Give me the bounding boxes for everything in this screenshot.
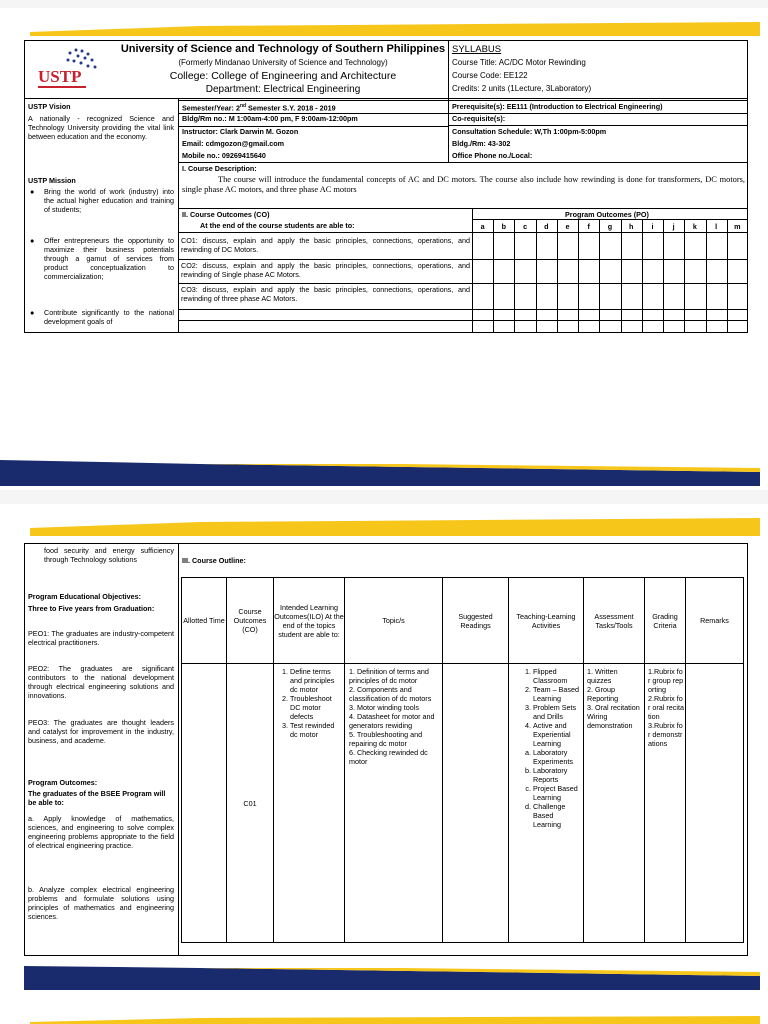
- assessment-item: 3. Oral recitation: [587, 703, 640, 712]
- tla-item: d. Challenge Based Learning: [533, 802, 581, 829]
- logo-text: USTP: [38, 67, 82, 86]
- course-outline-heading: III. Course Outline:: [182, 556, 246, 565]
- col-assessment: Assessment Tasks/Tools: [584, 578, 645, 664]
- grading-item: 1.Rubrix for group reporting: [648, 667, 684, 694]
- tla-item: c. Project Based Learning: [533, 784, 581, 802]
- credits: Credits: 2 units (1Lecture, 3Laboratory): [452, 84, 592, 93]
- assessment-item: 2. Group Reporting: [587, 685, 619, 703]
- po-letter-l: l: [715, 222, 718, 231]
- page1-bottom-decoration: [0, 458, 768, 488]
- course-code: Course Code: EE122: [452, 71, 528, 80]
- mission-item-2: [44, 236, 174, 281]
- po-subtitle: The graduates of the BSEE Program will be able to:: [28, 789, 166, 807]
- tla-item: a. Laboratory Experiments: [533, 748, 581, 766]
- col-readings: Suggested Readings: [443, 578, 509, 664]
- cell-co: C01: [227, 664, 274, 943]
- po-letter-f: f: [587, 222, 590, 231]
- course-description-heading: I. Course Description:: [182, 164, 257, 173]
- col-course-outcomes: Course Outcomes (CO): [227, 578, 274, 664]
- topic-item: 2. Components and classification of dc motors: [349, 685, 432, 703]
- po-b: b. Analyze complex electrical engineering problems and formulate solutions using principles of mathematics and engineering sciences.: [28, 885, 174, 921]
- mission-title: USTP Mission: [28, 176, 76, 185]
- bldg-rm-schedule: Bldg/Rm no.: M 1:00am-4:00 pm, F 9:00am-12:00pm: [182, 114, 358, 123]
- peo2: PEO2: The graduates are significant contributors to the national development through electrical engineering solutions and innovations.: [28, 664, 174, 700]
- tla-item: b. Laboratory Reports: [533, 766, 581, 784]
- bullet-3: ●: [30, 308, 35, 317]
- mission-continued: food security and energy sufficiency through Technology solutions: [44, 546, 174, 564]
- cell-time: [182, 664, 227, 943]
- topic-item: 3. Motor winding tools: [349, 703, 419, 712]
- instructor-mobile: Mobile no.: 09269415640: [182, 151, 266, 160]
- topic-item: 5. Troubleshooting and repairing dc motor: [349, 730, 423, 748]
- co1-text: CO1: discuss, explain and apply the basic principles, connections, operations, and rewinding of DC Motors.: [181, 236, 470, 254]
- department-name: Department: Electrical Engineering: [205, 84, 361, 95]
- vision-text: A nationally - recognized Science and Technology University providing the vital link between education and the economy.: [28, 114, 174, 141]
- course-outcomes-subheading: At the end of the course students are able to:: [200, 221, 355, 230]
- col-allotted-time: Allotted Time: [182, 578, 227, 664]
- mission-item-1: [44, 187, 174, 214]
- cell-ilo: [274, 664, 345, 943]
- program-outcomes-heading: Program Outcomes (PO): [565, 210, 649, 219]
- peo3: PEO3: The graduates are thought leaders and catalyst for improvement in the industry, business, and academe.: [28, 718, 174, 745]
- co2-text: CO2: discuss, explain and apply the basic principles, connections, operations, and rewinding of Single phase AC Motors.: [181, 261, 470, 279]
- page1-top-decoration: [0, 10, 768, 36]
- po-letter-d: d: [544, 222, 549, 231]
- course-outcomes-heading: II. Course Outcomes (CO): [182, 210, 270, 219]
- col-grading: Grading Criteria: [645, 578, 686, 664]
- po-letter-c: c: [523, 222, 528, 231]
- table-row: [182, 664, 744, 943]
- peo-subtitle: Three to Five years from Graduation:: [28, 604, 155, 613]
- grading-item: 2.Rubrix for oral recitation: [648, 694, 684, 721]
- cell-assessment: [584, 664, 645, 943]
- po-title: Program Outcomes:: [28, 778, 98, 787]
- po-a: a. Apply knowledge of mathematics, sciences, and engineering to solve complex engineering problems appropriate to the field of electrical engineering practice.: [28, 814, 174, 850]
- topic-item: 4. Datasheet for motor and generators rewiding: [349, 712, 435, 730]
- tla-item: 3. Problem Sets and Drills: [533, 703, 581, 721]
- po-letter-e: e: [565, 222, 570, 231]
- syllabus-title: SYLLABUS: [452, 44, 502, 55]
- office-phone: Office Phone no./Local:: [452, 151, 533, 160]
- tla-item: 1. Flipped Classroom: [533, 667, 581, 685]
- ilo-item: 1. Define terms and principles dc motor: [290, 667, 340, 694]
- peo1: PEO1: The graduates are industry-competent electrical practitioners.: [28, 629, 174, 647]
- po-letter-g: g: [607, 222, 613, 231]
- ustp-logo: [30, 42, 118, 97]
- page3-top-decoration: [0, 1010, 768, 1024]
- tla-item: 2. Team – Based Learning: [533, 685, 581, 703]
- consultation-schedule: Consultation Schedule: W,Th 1:00pm-5:00pm: [452, 127, 607, 136]
- ustp-logo-graphic: [30, 42, 118, 97]
- po-letter-h: h: [629, 222, 634, 231]
- instructor-email[interactable]: Email: cdmgozon@gmail.com: [182, 139, 285, 148]
- ilo-item: 2. Troubleshoot DC motor defects: [290, 694, 340, 721]
- university-name: University of Science and Technology of Southern Philippines: [120, 43, 446, 55]
- course-description-text: The course will introduce the fundamental concepts of AC and DC motors. The course also include how rewinding is done for transformers, DC motors, single phase AC motors, and three phase AC motors: [182, 175, 745, 194]
- cell-tla: [509, 664, 584, 943]
- po-letter-k: k: [692, 222, 697, 231]
- assessment-item: 1. Written quizzes: [587, 667, 618, 685]
- po-letter-j: j: [672, 222, 675, 231]
- mission-text-1: Bring the world of work (industry) into the actual higher education and training of students;: [44, 187, 174, 214]
- vision-title: USTP Vision: [28, 102, 71, 111]
- cell-remarks: [686, 664, 744, 943]
- mission-item-3: [44, 308, 174, 326]
- corequisite: Co-requisite(s):: [452, 114, 506, 123]
- co3-text: CO3: discuss, explain and apply the basic principles, connections, operations, and rewinding of three phase AC Motors.: [181, 285, 470, 303]
- topic-item: 1. Definition of terms and principles of dc motor: [349, 667, 429, 685]
- bullet-2: ●: [30, 236, 35, 245]
- college-name: College: College of Engineering and Architecture: [169, 70, 397, 82]
- course-outline-table: [181, 577, 744, 943]
- page2-bottom-decoration: [0, 962, 768, 992]
- semester: Semester/Year: 2nd Semester S.Y. 2018 - 2019: [182, 103, 336, 113]
- bldg-room: Bldg./Rm: 43-302: [452, 139, 511, 148]
- ilo-item: 3. Test rewinded dc motor: [290, 721, 340, 739]
- cell-grading: [645, 664, 686, 943]
- grading-item: 3.Rubrix for demonstrations: [648, 721, 683, 748]
- col-ilo: Intended Learning Outcomes(ILO) At the end of the topics student are able to:: [274, 578, 345, 664]
- cell-readings: [443, 664, 509, 943]
- bullet-1: ●: [30, 187, 35, 196]
- page2-top-decoration: [0, 512, 768, 538]
- peo-title: Program Educational Objectives:: [28, 592, 142, 601]
- po-letter-b: b: [501, 222, 507, 231]
- formerly-name: (Formerly Mindanao University of Science and Technology): [178, 58, 388, 67]
- po-letter-i: i: [651, 222, 654, 231]
- po-letter-a: a: [480, 222, 485, 231]
- tla-item: 4. Active and Experiential Learning: [533, 721, 581, 748]
- col-topics: Topic/s: [345, 578, 443, 664]
- mission-text-3: Contribute significantly to the national development goals of: [44, 308, 174, 326]
- col-remarks: Remarks: [686, 578, 744, 664]
- prerequisite: Prerequisite(s): EE111 (Introduction to Electrical Engineering): [452, 102, 663, 111]
- assessment-item: Wiring demonstration: [587, 712, 633, 730]
- col-tla: Teaching-Learning Activities: [509, 578, 584, 664]
- topic-item: 6. Checking rewinded dc motor: [349, 748, 428, 766]
- mission-text-2: Offer entrepreneurs the opportunity to maximize their business potentials through a gamut of services from product conceptualization to commercialization;: [44, 236, 174, 281]
- po-letter-m: m: [734, 222, 741, 231]
- instructor: Instructor: Clark Darwin M. Gozon: [182, 127, 299, 136]
- top-gold-band: [0, 0, 768, 8]
- course-title: Course Title: AC/DC Motor Rewinding: [452, 58, 586, 67]
- cell-topics: [345, 664, 443, 943]
